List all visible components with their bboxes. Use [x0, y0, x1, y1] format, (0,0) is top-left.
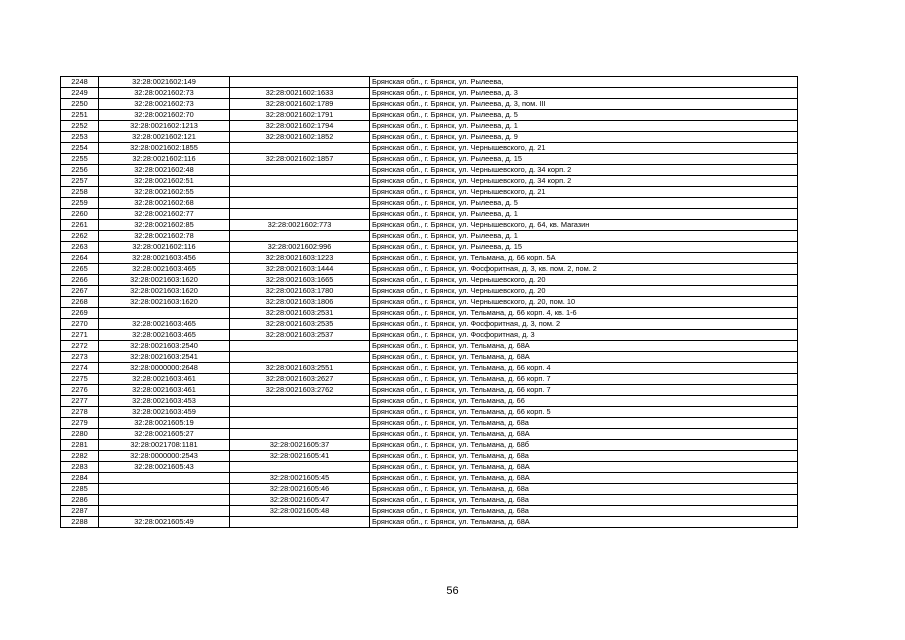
- table-row: [61, 330, 798, 341]
- table-row: [61, 429, 798, 440]
- object-cadastral-number-cell: 32:28:0021602:1794: [230, 121, 370, 132]
- address-cell: Брянская обл., г. Брянск, ул. Тельмана, д. 68А: [370, 462, 798, 473]
- object-cadastral-number-cell: 32:28:0021602:1789: [230, 99, 370, 110]
- row-number-cell: 2260: [61, 209, 99, 220]
- object-cadastral-number-cell: 32:28:0021605:41: [230, 451, 370, 462]
- address-cell: Брянская обл., г. Брянск, ул. Рылеева, д. 9: [370, 132, 798, 143]
- address-cell: Брянская обл., г. Брянск, ул. Рылеева, д. 3, пом. III: [370, 99, 798, 110]
- row-number-cell: 2254: [61, 143, 99, 154]
- row-number-cell: 2277: [61, 396, 99, 407]
- address-cell: Брянская обл., г. Брянск, ул. Тельмана, д. 66: [370, 396, 798, 407]
- row-number-cell: 2251: [61, 110, 99, 121]
- object-cadastral-number-cell: [230, 77, 370, 88]
- table-row: [61, 308, 798, 319]
- registry-table: [60, 76, 798, 528]
- land-cadastral-number-cell: 32:28:0021603:459: [99, 407, 230, 418]
- row-number-cell: 2287: [61, 506, 99, 517]
- land-cadastral-number-cell: [99, 495, 230, 506]
- object-cadastral-number-cell: 32:28:0021603:1223: [230, 253, 370, 264]
- table-row: [61, 121, 798, 132]
- object-cadastral-number-cell: 32:28:0021603:2537: [230, 330, 370, 341]
- object-cadastral-number-cell: [230, 176, 370, 187]
- land-cadastral-number-cell: [99, 506, 230, 517]
- table-row: [61, 352, 798, 363]
- row-number-cell: 2266: [61, 275, 99, 286]
- land-cadastral-number-cell: 32:28:0021603:456: [99, 253, 230, 264]
- table-row: [61, 473, 798, 484]
- table-row: [61, 451, 798, 462]
- table-row: [61, 132, 798, 143]
- object-cadastral-number-cell: [230, 429, 370, 440]
- land-cadastral-number-cell: 32:28:0021603:1620: [99, 275, 230, 286]
- address-cell: Брянская обл., г. Брянск, ул. Тельмана, д. 66 корп. 7: [370, 374, 798, 385]
- address-cell: Брянская обл., г. Брянск, ул. Чернышевского, д. 21: [370, 187, 798, 198]
- table-row: [61, 154, 798, 165]
- object-cadastral-number-cell: 32:28:0021603:1444: [230, 264, 370, 275]
- address-cell: Брянская обл., г. Брянск, ул. Чернышевского, д. 64, кв. Магазин: [370, 220, 798, 231]
- table-row: [61, 187, 798, 198]
- table-row: [61, 462, 798, 473]
- address-cell: Брянская обл., г. Брянск, ул. Чернышевского, д. 20: [370, 286, 798, 297]
- row-number-cell: 2252: [61, 121, 99, 132]
- object-cadastral-number-cell: 32:28:0021603:1780: [230, 286, 370, 297]
- address-cell: Брянская обл., г. Брянск, ул. Рылеева, д. 5: [370, 110, 798, 121]
- address-cell: Брянская обл., г. Брянск, ул. Тельмана, д. 68б: [370, 440, 798, 451]
- table-row: [61, 143, 798, 154]
- row-number-cell: 2288: [61, 517, 99, 528]
- address-cell: Брянская обл., г. Брянск, ул. Тельмана, д. 66 корп. 7: [370, 385, 798, 396]
- address-cell: Брянская обл., г. Брянск, ул. Рылеева, д. 15: [370, 154, 798, 165]
- table-row: [61, 220, 798, 231]
- table-row: [61, 319, 798, 330]
- table-row: [61, 264, 798, 275]
- object-cadastral-number-cell: 32:28:0021603:2535: [230, 319, 370, 330]
- address-cell: Брянская обл., г. Брянск, ул. Чернышевского, д. 20: [370, 275, 798, 286]
- row-number-cell: 2271: [61, 330, 99, 341]
- address-cell: Брянская обл., г. Брянск, ул. Фосфоритная, д. 3, кв. пом. 2, пом. 2: [370, 264, 798, 275]
- table-row: [61, 385, 798, 396]
- object-cadastral-number-cell: [230, 517, 370, 528]
- row-number-cell: 2284: [61, 473, 99, 484]
- table-row: [61, 242, 798, 253]
- table-row: [61, 275, 798, 286]
- object-cadastral-number-cell: [230, 198, 370, 209]
- land-cadastral-number-cell: 32:28:0000000:2543: [99, 451, 230, 462]
- land-cadastral-number-cell: [99, 308, 230, 319]
- table-row: [61, 297, 798, 308]
- object-cadastral-number-cell: [230, 231, 370, 242]
- land-cadastral-number-cell: 32:28:0021602:70: [99, 110, 230, 121]
- address-cell: Брянская обл., г. Брянск, ул. Чернышевского, д. 20, пом. 10: [370, 297, 798, 308]
- land-cadastral-number-cell: 32:28:0000000:2648: [99, 363, 230, 374]
- row-number-cell: 2280: [61, 429, 99, 440]
- land-cadastral-number-cell: 32:28:0021602:55: [99, 187, 230, 198]
- address-cell: Брянская обл., г. Брянск, ул. Чернышевского, д. 34 корп. 2: [370, 165, 798, 176]
- address-cell: Брянская обл., г. Брянск, ул. Рылеева, д. 1: [370, 209, 798, 220]
- land-cadastral-number-cell: 32:28:0021602:51: [99, 176, 230, 187]
- address-cell: Брянская обл., г. Брянск, ул. Тельмана, д. 68А: [370, 429, 798, 440]
- object-cadastral-number-cell: [230, 209, 370, 220]
- row-number-cell: 2250: [61, 99, 99, 110]
- row-number-cell: 2248: [61, 77, 99, 88]
- row-number-cell: 2268: [61, 297, 99, 308]
- row-number-cell: 2281: [61, 440, 99, 451]
- table-row: [61, 198, 798, 209]
- object-cadastral-number-cell: 32:28:0021602:1791: [230, 110, 370, 121]
- table-row: [61, 253, 798, 264]
- land-cadastral-number-cell: 32:28:0021603:461: [99, 385, 230, 396]
- table-row: [61, 341, 798, 352]
- address-cell: Брянская обл., г. Брянск, ул. Тельмана, д. 68А: [370, 517, 798, 528]
- land-cadastral-number-cell: 32:28:0021603:2541: [99, 352, 230, 363]
- row-number-cell: 2278: [61, 407, 99, 418]
- address-cell: Брянская обл., г. Брянск, ул. Рылеева, д. 3: [370, 88, 798, 99]
- row-number-cell: 2282: [61, 451, 99, 462]
- land-cadastral-number-cell: 32:28:0021602:73: [99, 88, 230, 99]
- address-cell: Брянская обл., г. Брянск, ул. Тельмана, д. 68а: [370, 418, 798, 429]
- object-cadastral-number-cell: [230, 341, 370, 352]
- object-cadastral-number-cell: 32:28:0021603:1806: [230, 297, 370, 308]
- row-number-cell: 2269: [61, 308, 99, 319]
- table-row: [61, 165, 798, 176]
- table-row: [61, 484, 798, 495]
- address-cell: Брянская обл., г. Брянск, ул. Тельмана, д. 66 корп. 4, кв. 1-6: [370, 308, 798, 319]
- address-cell: Брянская обл., г. Брянск, ул. Чернышевского, д. 34 корп. 2: [370, 176, 798, 187]
- table-row: [61, 231, 798, 242]
- land-cadastral-number-cell: 32:28:0021602:68: [99, 198, 230, 209]
- table-row: [61, 110, 798, 121]
- row-number-cell: 2276: [61, 385, 99, 396]
- object-cadastral-number-cell: 32:28:0021605:45: [230, 473, 370, 484]
- row-number-cell: 2283: [61, 462, 99, 473]
- address-cell: Брянская обл., г. Брянск, ул. Тельмана, д. 66 корп. 4: [370, 363, 798, 374]
- object-cadastral-number-cell: 32:28:0021603:2531: [230, 308, 370, 319]
- object-cadastral-number-cell: 32:28:0021605:47: [230, 495, 370, 506]
- object-cadastral-number-cell: [230, 187, 370, 198]
- land-cadastral-number-cell: 32:28:0021602:85: [99, 220, 230, 231]
- object-cadastral-number-cell: 32:28:0021605:48: [230, 506, 370, 517]
- row-number-cell: 2274: [61, 363, 99, 374]
- address-cell: Брянская обл., г. Брянск, ул. Тельмана, д. 68А: [370, 352, 798, 363]
- address-cell: Брянская обл., г. Брянск, ул. Рылеева, д. 15: [370, 242, 798, 253]
- object-cadastral-number-cell: 32:28:0021602:1852: [230, 132, 370, 143]
- address-cell: Брянская обл., г. Брянск, ул. Фосфоритная, д. 3, пом. 2: [370, 319, 798, 330]
- address-cell: Брянская обл., г. Брянск, ул. Рылеева, д. 5: [370, 198, 798, 209]
- object-cadastral-number-cell: [230, 143, 370, 154]
- land-cadastral-number-cell: 32:28:0021602:1855: [99, 143, 230, 154]
- row-number-cell: 2264: [61, 253, 99, 264]
- land-cadastral-number-cell: 32:28:0021602:116: [99, 154, 230, 165]
- address-cell: Брянская обл., г. Брянск, ул. Тельмана, д. 68а: [370, 506, 798, 517]
- land-cadastral-number-cell: 32:28:0021602:116: [99, 242, 230, 253]
- table-row: [61, 176, 798, 187]
- table-row: [61, 209, 798, 220]
- land-cadastral-number-cell: 32:28:0021603:461: [99, 374, 230, 385]
- row-number-cell: 2262: [61, 231, 99, 242]
- land-cadastral-number-cell: 32:28:0021602:121: [99, 132, 230, 143]
- land-cadastral-number-cell: 32:28:0021602:48: [99, 165, 230, 176]
- object-cadastral-number-cell: 32:28:0021602:773: [230, 220, 370, 231]
- object-cadastral-number-cell: 32:28:0021603:1665: [230, 275, 370, 286]
- land-cadastral-number-cell: 32:28:0021602:149: [99, 77, 230, 88]
- table-row: [61, 363, 798, 374]
- object-cadastral-number-cell: [230, 396, 370, 407]
- address-cell: Брянская обл., г. Брянск, ул. Фосфоритная, д. 3: [370, 330, 798, 341]
- row-number-cell: 2285: [61, 484, 99, 495]
- object-cadastral-number-cell: 32:28:0021602:1633: [230, 88, 370, 99]
- land-cadastral-number-cell: 32:28:0021708:1181: [99, 440, 230, 451]
- row-number-cell: 2249: [61, 88, 99, 99]
- land-cadastral-number-cell: 32:28:0021602:77: [99, 209, 230, 220]
- table-row: [61, 88, 798, 99]
- table-row: [61, 440, 798, 451]
- row-number-cell: 2275: [61, 374, 99, 385]
- row-number-cell: 2279: [61, 418, 99, 429]
- object-cadastral-number-cell: 32:28:0021605:46: [230, 484, 370, 495]
- land-cadastral-number-cell: 32:28:0021603:1620: [99, 297, 230, 308]
- land-cadastral-number-cell: 32:28:0021603:453: [99, 396, 230, 407]
- address-cell: Брянская обл., г. Брянск, ул. Тельмана, д. 66 корп. 5А: [370, 253, 798, 264]
- object-cadastral-number-cell: [230, 407, 370, 418]
- registry-table-body: [61, 77, 798, 528]
- object-cadastral-number-cell: 32:28:0021605:37: [230, 440, 370, 451]
- object-cadastral-number-cell: 32:28:0021602:1857: [230, 154, 370, 165]
- row-number-cell: 2272: [61, 341, 99, 352]
- address-cell: Брянская обл., г. Брянск, ул. Тельмана, д. 66 корп. 5: [370, 407, 798, 418]
- table-row: [61, 396, 798, 407]
- land-cadastral-number-cell: 32:28:0021605:27: [99, 429, 230, 440]
- land-cadastral-number-cell: 32:28:0021603:1620: [99, 286, 230, 297]
- land-cadastral-number-cell: [99, 484, 230, 495]
- object-cadastral-number-cell: [230, 462, 370, 473]
- land-cadastral-number-cell: [99, 473, 230, 484]
- object-cadastral-number-cell: 32:28:0021603:2627: [230, 374, 370, 385]
- object-cadastral-number-cell: [230, 165, 370, 176]
- object-cadastral-number-cell: [230, 418, 370, 429]
- land-cadastral-number-cell: 32:28:0021602:73: [99, 99, 230, 110]
- object-cadastral-number-cell: [230, 352, 370, 363]
- table-row: [61, 495, 798, 506]
- row-number-cell: 2258: [61, 187, 99, 198]
- row-number-cell: 2270: [61, 319, 99, 330]
- land-cadastral-number-cell: 32:28:0021605:49: [99, 517, 230, 528]
- row-number-cell: 2265: [61, 264, 99, 275]
- row-number-cell: 2263: [61, 242, 99, 253]
- row-number-cell: 2261: [61, 220, 99, 231]
- row-number-cell: 2267: [61, 286, 99, 297]
- row-number-cell: 2259: [61, 198, 99, 209]
- row-number-cell: 2286: [61, 495, 99, 506]
- land-cadastral-number-cell: 32:28:0021603:465: [99, 319, 230, 330]
- address-cell: Брянская обл., г. Брянск, ул. Тельмана, д. 68а: [370, 495, 798, 506]
- row-number-cell: 2256: [61, 165, 99, 176]
- address-cell: Брянская обл., г. Брянск, ул. Тельмана, д. 68а: [370, 484, 798, 495]
- address-cell: Брянская обл., г. Брянск, ул. Рылеева, д. 1: [370, 121, 798, 132]
- address-cell: Брянская обл., г. Брянск, ул. Рылеева,: [370, 77, 798, 88]
- land-cadastral-number-cell: 32:28:0021603:465: [99, 330, 230, 341]
- land-cadastral-number-cell: 32:28:0021603:2540: [99, 341, 230, 352]
- row-number-cell: 2253: [61, 132, 99, 143]
- land-cadastral-number-cell: 32:28:0021605:43: [99, 462, 230, 473]
- row-number-cell: 2257: [61, 176, 99, 187]
- address-cell: Брянская обл., г. Брянск, ул. Рылеева, д. 1: [370, 231, 798, 242]
- table-row: [61, 506, 798, 517]
- table-row: [61, 77, 798, 88]
- address-cell: Брянская обл., г. Брянск, ул. Тельмана, д. 68а: [370, 451, 798, 462]
- address-cell: Брянская обл., г. Брянск, ул. Тельмана, д. 68А: [370, 341, 798, 352]
- land-cadastral-number-cell: 32:28:0021602:78: [99, 231, 230, 242]
- page-number: 56: [446, 585, 459, 597]
- table-row: [61, 407, 798, 418]
- land-cadastral-number-cell: 32:28:0021602:1213: [99, 121, 230, 132]
- row-number-cell: 2273: [61, 352, 99, 363]
- table-row: [61, 418, 798, 429]
- object-cadastral-number-cell: 32:28:0021603:2762: [230, 385, 370, 396]
- table-row: [61, 286, 798, 297]
- address-cell: Брянская обл., г. Брянск, ул. Чернышевского, д. 21: [370, 143, 798, 154]
- address-cell: Брянская обл., г. Брянск, ул. Тельмана, д. 68А: [370, 473, 798, 484]
- table-row: [61, 99, 798, 110]
- table-row: [61, 374, 798, 385]
- land-cadastral-number-cell: 32:28:0021605:19: [99, 418, 230, 429]
- table-row: [61, 517, 798, 528]
- object-cadastral-number-cell: 32:28:0021602:996: [230, 242, 370, 253]
- row-number-cell: 2255: [61, 154, 99, 165]
- land-cadastral-number-cell: 32:28:0021603:465: [99, 264, 230, 275]
- object-cadastral-number-cell: 32:28:0021603:2551: [230, 363, 370, 374]
